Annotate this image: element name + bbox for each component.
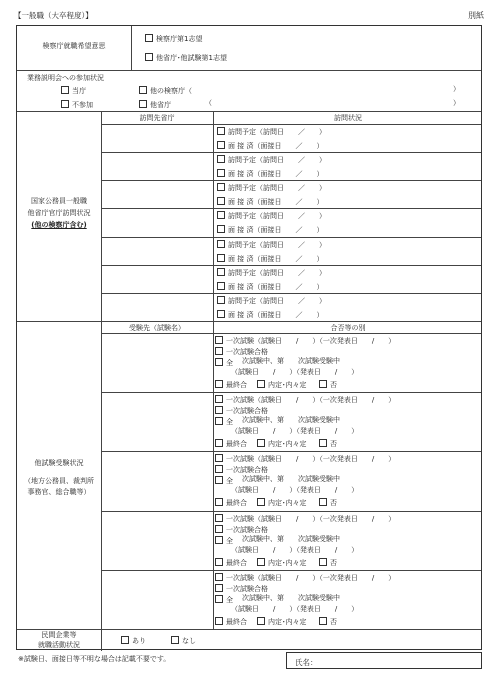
- exam-final-pass-row[interactable]: 最終合: [215, 498, 247, 507]
- checkbox[interactable]: [319, 439, 327, 447]
- col-ministry-header: 訪問先省庁: [139, 114, 175, 122]
- checkbox[interactable]: [217, 183, 225, 191]
- exam-in-progress-row[interactable]: 全: [215, 595, 233, 604]
- checkbox[interactable]: [215, 617, 223, 625]
- exam-final-pass-row[interactable]: 最終合: [215, 439, 247, 448]
- exam-offer-row[interactable]: 内定･内々定: [257, 617, 307, 626]
- checkbox[interactable]: [217, 296, 225, 304]
- checkbox[interactable]: [215, 595, 223, 603]
- checkbox[interactable]: [215, 380, 223, 388]
- exam-date-line: （試験日 / ）（発表日 / ）: [231, 486, 359, 495]
- name-field[interactable]: [286, 652, 482, 669]
- checkbox[interactable]: [217, 254, 225, 262]
- exam-first-pass-row[interactable]: 一次試験合格: [215, 525, 268, 534]
- paren-open: （: [205, 99, 212, 107]
- checkbox[interactable]: [217, 127, 225, 135]
- checkbox[interactable]: [257, 617, 265, 625]
- checkbox[interactable]: [215, 358, 223, 366]
- private-activity-label-2: 就職活動状況: [38, 641, 80, 649]
- checkbox[interactable]: [215, 417, 223, 425]
- checkbox[interactable]: [215, 476, 223, 484]
- checkbox[interactable]: [215, 558, 223, 566]
- briefing-label: 業務説明会への参加状況: [27, 74, 104, 82]
- visit-planned-checkbox-row[interactable]: 訪問予定（訪問日 ／ ）: [217, 240, 326, 249]
- checkbox[interactable]: [61, 100, 69, 108]
- exam-in-progress-text: 次試験中、第 次試験受験中: [242, 416, 340, 425]
- exam-fail-row[interactable]: 否: [319, 558, 337, 567]
- checkbox[interactable]: [215, 584, 223, 592]
- preference-option-kensatsu[interactable]: 検察庁第1志望: [145, 34, 202, 43]
- checkbox[interactable]: [145, 53, 153, 61]
- briefing-option-touchou[interactable]: 当庁: [61, 86, 86, 95]
- checkbox[interactable]: [215, 454, 223, 462]
- exam-offer-row[interactable]: 内定･内々定: [257, 558, 307, 567]
- checkbox[interactable]: [217, 310, 225, 318]
- checkbox[interactable]: [217, 141, 225, 149]
- exam-first-stage-row[interactable]: 一次試験（試験日 / ）（一次発表日 / ）: [215, 514, 395, 523]
- checkbox[interactable]: [61, 86, 69, 94]
- visit-done-checkbox-row[interactable]: 面 接 済（面接日 ／ ）: [217, 282, 323, 291]
- exam-in-progress-row[interactable]: 全: [215, 417, 233, 426]
- visit-planned-checkbox-row[interactable]: 訪問予定（訪問日 ／ ）: [217, 183, 326, 192]
- exam-final-pass-row[interactable]: 最終合: [215, 617, 247, 626]
- exam-date-line: （試験日 / ）（発表日 / ）: [231, 604, 359, 613]
- checkbox[interactable]: [121, 636, 129, 644]
- checkbox[interactable]: [257, 498, 265, 506]
- checkbox[interactable]: [215, 439, 223, 447]
- checkbox[interactable]: [319, 498, 327, 506]
- exam-first-stage-row[interactable]: 一次試験（試験日 / ）（一次発表日 / ）: [215, 454, 395, 463]
- exam-first-stage-row[interactable]: 一次試験（試験日 / ）（一次発表日 / ）: [215, 395, 395, 404]
- application-form-table: [16, 25, 482, 650]
- exam-in-progress-text: 次試験中、第 次試験受験中: [242, 534, 340, 543]
- private-option-yes[interactable]: あり: [121, 636, 146, 645]
- checkbox[interactable]: [139, 86, 147, 94]
- checkbox[interactable]: [215, 498, 223, 506]
- visit-done-checkbox-row[interactable]: 面 接 済（面接日 ／ ）: [217, 310, 323, 319]
- visit-done-checkbox-row[interactable]: 面 接 済（面接日 ／ ）: [217, 169, 323, 178]
- visit-done-checkbox-row[interactable]: 面 接 済（面接日 ／ ）: [217, 141, 323, 150]
- briefing-option-fusanka[interactable]: 不参加: [61, 100, 93, 109]
- exams-side-note-1: （地方公務員、裁判所: [24, 477, 94, 485]
- checkbox[interactable]: [145, 34, 153, 42]
- exam-date-line: （試験日 / ）（発表日 / ）: [231, 368, 359, 376]
- checkbox[interactable]: [217, 282, 225, 290]
- private-activity-label-1: 民間企業等: [41, 631, 77, 639]
- attachment-label: 別紙: [468, 11, 484, 20]
- col-status-header: 訪問状況: [334, 114, 362, 122]
- exam-in-progress-row[interactable]: 全: [215, 476, 233, 485]
- private-option-no[interactable]: なし: [171, 636, 196, 645]
- preference-label: 検察庁就職希望意思: [42, 42, 106, 50]
- checkbox[interactable]: [215, 573, 223, 581]
- exam-date-line: （試験日 / ）（発表日 / ）: [231, 545, 359, 554]
- exam-in-progress-text: 次試験中、第 次試験受験中: [242, 593, 340, 602]
- exam-first-pass-row[interactable]: 一次試験合格: [215, 347, 268, 356]
- preference-option-other[interactable]: 他省庁･他試験第1志望: [145, 53, 227, 62]
- checkbox[interactable]: [139, 100, 147, 108]
- exam-date-line: （試験日 / ）（発表日 / ）: [231, 427, 359, 436]
- visits-side-label-em: (他の検察庁含む): [31, 221, 87, 229]
- checkbox[interactable]: [215, 536, 223, 544]
- exam-offer-row[interactable]: 内定･内々定: [257, 439, 307, 448]
- exam-first-stage-row[interactable]: 一次試験（試験日 / ）（一次発表日 / ）: [215, 336, 395, 345]
- form-category-header: 【一般職（大卒程度）】: [14, 11, 93, 20]
- checkbox[interactable]: [217, 211, 225, 219]
- checkbox[interactable]: [257, 439, 265, 447]
- briefing-option-other-ministry[interactable]: 他省庁: [139, 100, 171, 109]
- visit-done-checkbox-row[interactable]: 面 接 済（面接日 ／ ）: [217, 225, 323, 234]
- footnote: ※試験日、面接日等不明な場合は記載不要です。: [18, 655, 171, 663]
- exam-fail-row[interactable]: 否: [319, 617, 337, 626]
- exam-offer-row[interactable]: 内定･内々定: [257, 498, 307, 507]
- exam-final-pass-row[interactable]: 最終合: [215, 380, 247, 389]
- exams-side-label: 他試験受験状況: [34, 459, 84, 467]
- checkbox[interactable]: [217, 240, 225, 248]
- exam-in-progress-text: 次試験中、第 次試験受験中: [242, 475, 340, 484]
- exam-first-pass-row[interactable]: 一次試験合格: [215, 465, 268, 474]
- checkbox[interactable]: [171, 636, 179, 644]
- checkbox[interactable]: [319, 558, 327, 566]
- visit-done-checkbox-row[interactable]: 面 接 済（面接日 ／ ）: [217, 197, 323, 206]
- checkbox[interactable]: [215, 465, 223, 473]
- exam-fail-row[interactable]: 否: [319, 380, 337, 389]
- visit-planned-checkbox-row[interactable]: 訪問予定（訪問日 ／ ）: [217, 296, 326, 305]
- visit-planned-checkbox-row[interactable]: 訪問予定（訪問日 ／ ）: [217, 211, 326, 220]
- exam-in-progress-row[interactable]: 全: [215, 358, 233, 367]
- checkbox[interactable]: [215, 395, 223, 403]
- checkbox[interactable]: [217, 155, 225, 163]
- checkbox[interactable]: [215, 514, 223, 522]
- checkbox[interactable]: [217, 268, 225, 276]
- exam-first-pass-row[interactable]: 一次試験合格: [215, 584, 268, 593]
- exams-side-note-2: 事務官、総合職等）: [27, 488, 91, 496]
- checkbox[interactable]: [257, 380, 265, 388]
- checkbox[interactable]: [215, 347, 223, 355]
- checkbox[interactable]: [217, 197, 225, 205]
- checkbox[interactable]: [215, 336, 223, 344]
- exam-in-progress-text: 次試験中、第 次試験受験中: [242, 357, 340, 365]
- exam-in-progress-row[interactable]: 全: [215, 536, 233, 545]
- name-label: 氏名：: [295, 658, 318, 667]
- visits-side-label-1: 国家公務員一般職: [31, 197, 87, 205]
- checkbox[interactable]: [319, 617, 327, 625]
- checkbox[interactable]: [319, 380, 327, 388]
- visit-planned-checkbox-row[interactable]: 訪問予定（訪問日 ／ ）: [217, 155, 326, 164]
- visits-side-label-2: 他省庁官庁訪問状況: [27, 209, 91, 217]
- exam-first-stage-row[interactable]: 一次試験（試験日 / ）（一次発表日 / ）: [215, 573, 395, 582]
- paren-close: ）: [453, 99, 460, 107]
- col-result-header: 合否等の別: [330, 324, 366, 332]
- briefing-option-other-kensatsu[interactable]: 他の検察庁（: [139, 86, 192, 95]
- exam-offer-row[interactable]: 内定･内々定: [257, 380, 307, 389]
- col-exam-header: 受験先（試験名）: [129, 324, 185, 332]
- exam-fail-row[interactable]: 否: [319, 498, 337, 507]
- checkbox[interactable]: [215, 406, 223, 414]
- checkbox[interactable]: [217, 225, 225, 233]
- visit-planned-checkbox-row[interactable]: 訪問予定（訪問日 ／ ）: [217, 268, 326, 277]
- paren-close: ）: [453, 85, 460, 93]
- checkbox[interactable]: [215, 525, 223, 533]
- exam-final-pass-row[interactable]: 最終合: [215, 558, 247, 567]
- checkbox[interactable]: [217, 169, 225, 177]
- exam-fail-row[interactable]: 否: [319, 439, 337, 448]
- exam-first-pass-row[interactable]: 一次試験合格: [215, 406, 268, 415]
- checkbox[interactable]: [257, 558, 265, 566]
- visit-planned-checkbox-row[interactable]: 訪問予定（訪問日 ／ ）: [217, 127, 326, 136]
- visit-done-checkbox-row[interactable]: 面 接 済（面接日 ／ ）: [217, 254, 323, 263]
